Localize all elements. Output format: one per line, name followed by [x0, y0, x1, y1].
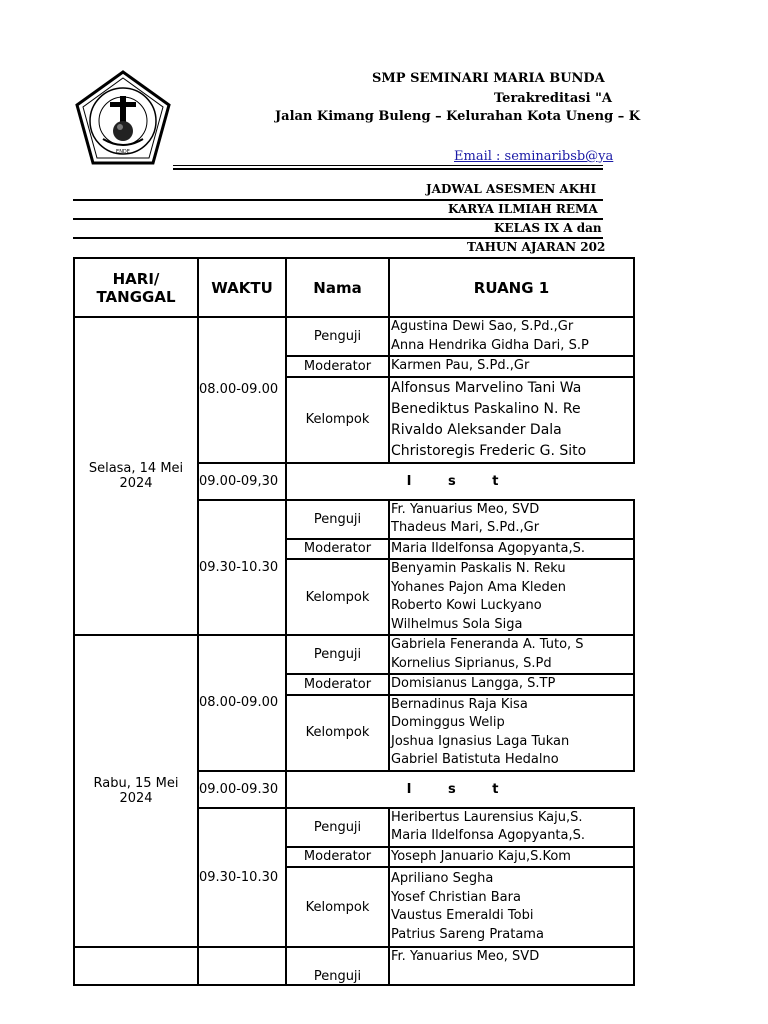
- title-line-2: KARYA ILMIAH REMA: [448, 202, 598, 216]
- time-cell: [198, 947, 286, 985]
- school-name: SMP SEMINARI MARIA BUNDA: [372, 71, 605, 86]
- role-moderator: Moderator: [286, 847, 389, 868]
- svg-text:ENDE: ENDE: [116, 149, 130, 155]
- moderator-name: Karmen Pau, S.Pd.,Gr: [389, 356, 634, 377]
- role-examiner: Penguji: [286, 947, 389, 985]
- role-group: Kelompok: [286, 695, 389, 771]
- table-row: [74, 635, 634, 674]
- role-moderator: Moderator: [286, 539, 389, 560]
- accreditation: Terakreditasi "A: [494, 91, 612, 106]
- header-divider: [173, 165, 603, 166]
- role-moderator: Moderator: [286, 356, 389, 377]
- school-address: Jalan Kimang Buleng – Kelurahan Kota Uneng – K: [275, 109, 641, 124]
- title-line-4: TAHUN AJARAN 202: [467, 240, 606, 254]
- group-names: Bernadinus Raja Kisa Dominggus Welip Joshua Ignasius Laga Tukan Gabriel Batistuta Hedalno: [389, 695, 634, 771]
- group-names: Alfonsus Marvelino Tani Wa Benediktus Paskalino N. Re Rivaldo Aleksander Dala Christoregis Frederic G. Sito: [389, 377, 634, 463]
- day-cell: [74, 947, 198, 985]
- examiner-names: Heribertus Laurensius Kaju,S. Maria Ildelfonsa Agopyanta,S.: [389, 808, 634, 847]
- time-cell: 09.30-10.30: [198, 500, 286, 636]
- table-row: [74, 317, 634, 356]
- break-label: I s t: [286, 463, 634, 500]
- role-group: Kelompok: [286, 377, 389, 463]
- time-cell: 09.30-10.30: [198, 808, 286, 948]
- title-line-3: KELAS IX A dan: [494, 221, 602, 235]
- role-moderator: Moderator: [286, 674, 389, 695]
- role-examiner: Penguji: [286, 500, 389, 539]
- table-header-row: [74, 258, 634, 317]
- role-examiner: Penguji: [286, 808, 389, 847]
- examiner-names: Gabriela Feneranda A. Tuto, S Kornelius Siprianus, S.Pd: [389, 635, 634, 674]
- header-day: HARI/ TANGGAL: [74, 258, 198, 317]
- break-time-cell: 09.00-09.30: [198, 771, 286, 808]
- day-cell: Selasa, 14 Mei 2024: [74, 317, 198, 635]
- header-name: Nama: [286, 258, 389, 317]
- group-names: Apriliano Segha Yosef Christian Bara Vaustus Emeraldi Tobi Patrius Sareng Pratama: [389, 867, 634, 947]
- table-row: [74, 947, 634, 985]
- examiner-names: Fr. Yanuarius Meo, SVD: [389, 947, 634, 985]
- moderator-name: Domisianus Langga, S.TP: [389, 674, 634, 695]
- time-cell: 08.00-09.00: [198, 635, 286, 771]
- title-rule: [73, 218, 603, 220]
- break-time-cell: 09.00-09,30: [198, 463, 286, 500]
- day-cell: Rabu, 15 Mei 2024: [74, 635, 198, 947]
- title-line-1: JADWAL ASESMEN AKHI: [426, 182, 597, 196]
- email-link[interactable]: Email : seminaribsb@ya: [454, 149, 614, 164]
- role-group: Kelompok: [286, 867, 389, 947]
- examiner-names: Fr. Yanuarius Meo, SVD Thadeus Mari, S.Pd.,Gr: [389, 500, 634, 539]
- header-divider-thick: [173, 168, 603, 170]
- moderator-name: Maria Ildelfonsa Agopyanta,S.: [389, 539, 634, 560]
- time-cell: 08.00-09.00: [198, 317, 286, 463]
- moderator-name: Yoseph Januario Kaju,S.Kom: [389, 847, 634, 868]
- group-names: Benyamin Paskalis N. Reku Yohanes Pajon Ama Kleden Roberto Kowi Luckyano Wilhelmus Sola Siga: [389, 559, 634, 635]
- schedule-table: [73, 257, 635, 986]
- break-label: I s t: [286, 771, 634, 808]
- examiner-names: Agustina Dewi Sao, S.Pd.,Gr Anna Hendrika Gidha Dari, S.P: [389, 317, 634, 356]
- title-rule: [73, 237, 603, 239]
- header-room-1: RUANG 1: [389, 258, 634, 317]
- role-examiner: Penguji: [286, 635, 389, 674]
- title-rule: [73, 199, 603, 201]
- role-examiner: Penguji: [286, 317, 389, 356]
- school-seal-pentagon-icon: [73, 69, 173, 169]
- header-time: WAKTU: [198, 258, 286, 317]
- role-group: Kelompok: [286, 559, 389, 635]
